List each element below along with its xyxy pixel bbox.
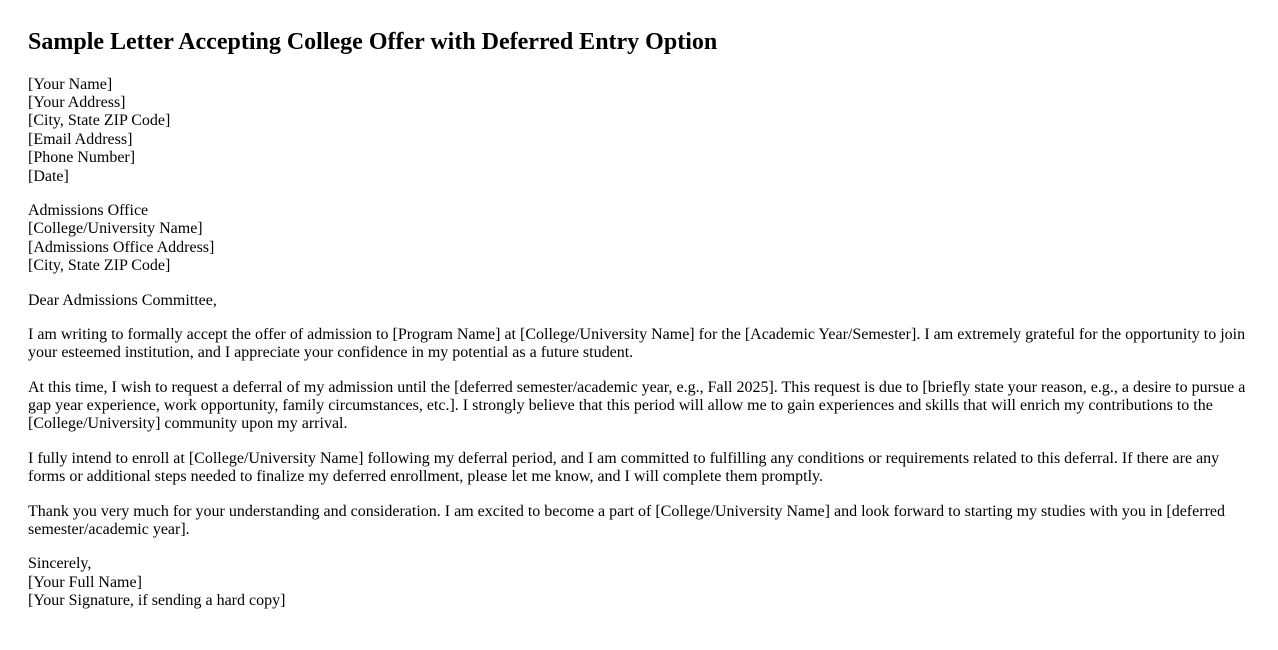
letter-date-line: [Date] (28, 167, 69, 185)
sender-email-line: [Email Address] (28, 130, 133, 148)
paragraph-deferral-request: At this time, I wish to request a deferral of my admission until the [deferred semester/academic year, e.g., Fall 2025]. This request is due to [briefly state your reason, e.g., a desire to pursue a gap year experience, work opportunity, family circumstances, etc.]. I strongly believe that this period will allow me to gain experiences and skills that will enrich my contributions to the [College/University] community upon my arrival. (28, 378, 1246, 433)
sender-name-line: [Your Name] (28, 75, 113, 93)
sender-city-state-zip-line: [City, State ZIP Code] (28, 112, 171, 130)
salutation: Dear Admissions Committee, (28, 291, 217, 309)
sender-address-block (28, 76, 1248, 186)
page-title: Sample Letter Accepting College Offer with Deferred Entry Option (28, 29, 718, 55)
recipient-city-state-zip-line: [City, State ZIP Code] (28, 257, 171, 275)
paragraph-thanks: Thank you very much for your understanding and consideration. I am excited to become a part of [College/University Name] and look forward to starting my studies with you in [deferred semester/academic year]. (28, 502, 1225, 539)
sender-phone-line: [Phone Number] (28, 149, 136, 167)
closing-full-name-line: [Your Full Name] (28, 573, 142, 591)
sender-address-line: [Your Address] (28, 93, 126, 111)
paragraph-acceptance: I am writing to formally accept the offer of admission to [Program Name] at [College/University Name] for the [Academic Year/Semester]. I am extremely grateful for the opportunity to join your esteemed institution, and I appreciate your confidence in my potential as a future student. (28, 325, 1246, 362)
paragraph-commitment: I fully intend to enroll at [College/University Name] following my deferral period, and I am committed to fulfilling any conditions or requirements related to this deferral. If there are any forms or additional steps needed to finalize my deferred enrollment, please let me know, and I will complete them promptly. (28, 449, 1220, 486)
closing-sincerely-line: Sincerely, (28, 555, 92, 573)
closing-block (28, 555, 1248, 610)
recipient-office-line: Admissions Office (28, 201, 149, 219)
recipient-office-address-line: [Admissions Office Address] (28, 238, 215, 256)
recipient-address-block (28, 202, 1248, 276)
closing-signature-note-line: [Your Signature, if sending a hard copy] (28, 592, 286, 610)
recipient-college-line: [College/University Name] (28, 220, 203, 238)
